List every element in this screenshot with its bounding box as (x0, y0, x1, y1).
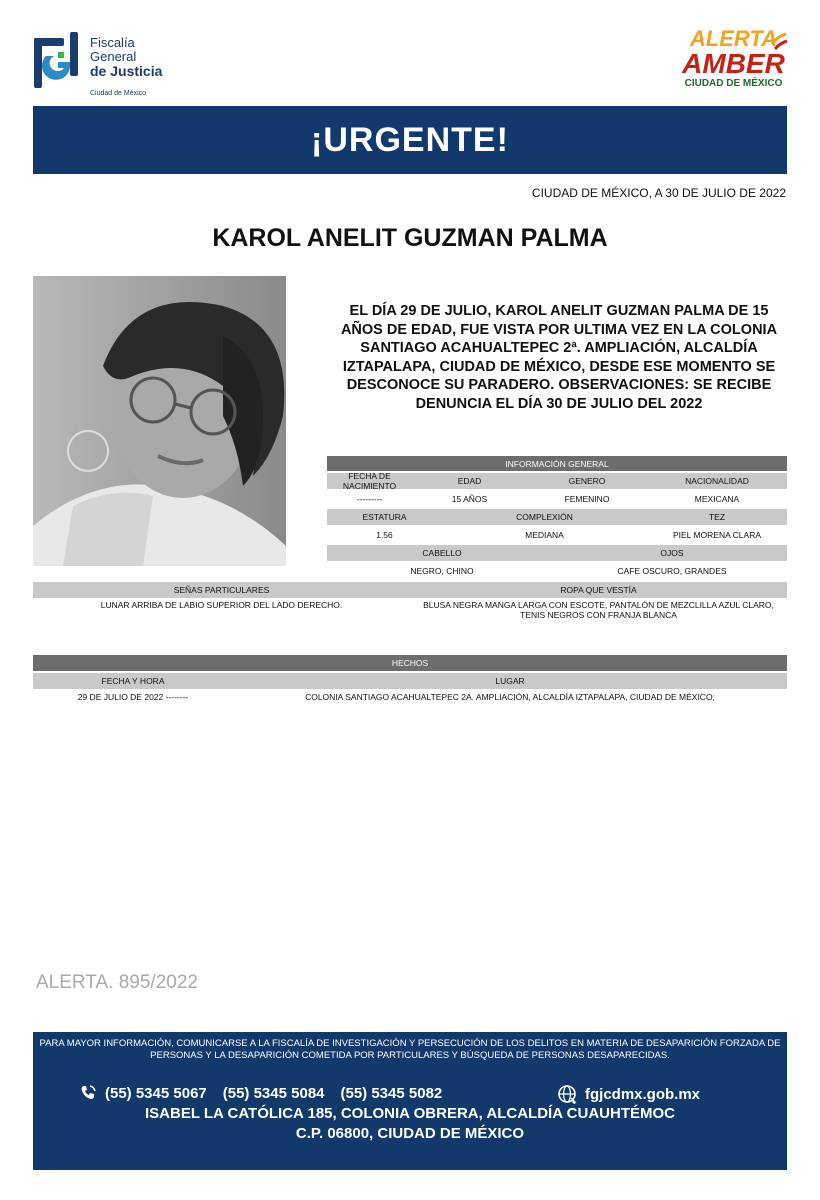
value-cabello: NEGRO, CHINO (410, 566, 474, 576)
phone-2[interactable]: (55) 5345 5084 (222, 1084, 325, 1102)
features-values-row (33, 600, 787, 622)
info-labels-row-2 (327, 509, 787, 525)
phone-3[interactable]: (55) 5345 5082 (340, 1084, 443, 1102)
label-tez: TEZ (708, 512, 726, 522)
fgj-logo (32, 30, 172, 100)
info-title: INFORMACIÓN GENERAL (505, 458, 609, 469)
value-lugar: COLONIA SANTIAGO ACAHUALTEPEC 2A. AMPLIACIÓN, ALCALDÍA IZTAPALAPA, CIUDAD DE MÉXICO; (305, 692, 715, 702)
value-tez: PIEL MORENA CLARA (672, 530, 762, 540)
signal-waves-icon (769, 30, 791, 54)
value-genero: FEMENINO (564, 494, 610, 504)
phone-1[interactable]: (55) 5345 5067 (105, 1084, 207, 1102)
phone-icon (79, 1084, 97, 1102)
amber-alerta-text: ALERTA (689, 26, 778, 51)
urgent-title: ¡URGENTE! (311, 120, 509, 159)
amber-amber-text: AMBER (682, 48, 785, 79)
info-values-row-2 (327, 527, 787, 543)
value-edad: 15 AÑOS (451, 494, 488, 504)
features-labels-row (33, 582, 787, 598)
footer (33, 1032, 787, 1170)
alerta-amber-logo (676, 28, 791, 102)
case-description: EL DÍA 29 DE JULIO, KAROL ANELIT GUZMAN PALMA DE 15 AÑOS DE EDAD, FUE VISTA POR ULTIMA VEZ EN LA COLONIA SANTIAGO ACAHUALTEPEC 2ª. AMPLIACIÓN, ALCALDÍA IZTAPALAPA, CIUDAD DE MÉXICO, DESDE ESE MOMENTO SE DESCONOCE SU PARADERO. OBSERVACIONES: SE RECIBE DENUNCIA EL DÍA 30 DE JULIO DEL 2022 (340, 303, 778, 412)
website (557, 1084, 700, 1104)
person-name: KAROL ANELIT GUZMAN PALMA (212, 224, 608, 252)
label-ropa: ROPA QUE VESTÍA (560, 585, 637, 595)
label-nacionalidad: NACIONALIDAD (685, 476, 749, 486)
website-link[interactable]: fgjcdmx.gob.mx (585, 1085, 701, 1103)
footer-note: PARA MAYOR INFORMACIÓN, COMUNICARSE A LA FISCALÍA DE INVESTIGACIÓN Y PERSECUCIÓN DE LOS DELITOS EN MATERIA DE DESAPARICIÓN FORZADA DE PERSONAS Y LA DESAPARICIÓN COMETIDA POR PARTICULARES Y BÚSQUEDA DE PERSONAS DESAPARECIDAS. (39, 1038, 781, 1061)
value-senas: LUNAR ARRIBA DE LABIO SUPERIOR DEL LADO DERECHO. (100, 600, 343, 610)
fgj-line-3: de Justicia (90, 63, 163, 79)
alert-number: ALERTA. 895/2022 (36, 972, 198, 993)
hechos-title-row (33, 655, 787, 671)
label-ojos: OJOS (660, 548, 684, 558)
person-photo (33, 276, 286, 566)
hechos-title: HECHOS (391, 658, 429, 668)
label-lugar: LUGAR (495, 676, 525, 686)
info-values-row-3 (327, 563, 787, 579)
info-title-row (327, 456, 787, 471)
label-cabello: CABELLO (422, 548, 462, 558)
value-complexion: MEDIANA (525, 530, 564, 540)
fgj-subtitle: Ciudad de México (90, 90, 147, 97)
label-senas: SEÑAS PARTICULARES (173, 585, 270, 595)
address-line-2: C.P. 06800, CIUDAD DE MÉXICO (295, 1125, 525, 1142)
hechos-values-row (33, 690, 787, 704)
dateline: CIUDAD DE MÉXICO, A 30 DE JULIO DE 2022 (531, 186, 786, 200)
value-fecha-nacimiento: --------- (356, 494, 383, 504)
value-estatura: 1.56 (376, 530, 393, 540)
value-ropa: BLUSA NEGRA MANGA LARGA CON ESCOTE, PANTALÓN DE MEZCLILLA AZUL CLARO, TENIS NEGROS CON FRANJA BLANCA (423, 600, 774, 620)
fgj-line-1: Fiscalía (90, 35, 135, 50)
fgj-line-2: General (90, 49, 137, 64)
portrait-image (33, 276, 286, 566)
label-complexion: COMPLEXIÓN (516, 512, 573, 522)
info-labels-row-1 (327, 473, 787, 489)
info-labels-row-3 (327, 545, 787, 561)
fgj-name (90, 36, 162, 78)
label-fecha-hora: FECHA Y HORA (101, 676, 165, 686)
label-genero: GENERO (568, 476, 606, 486)
urgent-banner (33, 106, 787, 174)
address-line-1: ISABEL LA CATÓLICA 185, COLONIA OBRERA, ALCALDÍA CUAUHTÉMOC (144, 1105, 675, 1122)
amber-city-text: CIUDAD DE MÉXICO (684, 78, 783, 89)
hechos-labels-row (33, 673, 787, 689)
value-ojos: CAFE OSCURO, GRANDES (617, 566, 727, 576)
phone-list (79, 1084, 458, 1102)
value-nacionalidad: MEXICANA (694, 494, 740, 504)
value-fecha-hora: 29 DE JULIO DE 2022 -------- (77, 692, 189, 702)
globe-icon (557, 1084, 577, 1104)
info-values-row-1 (327, 491, 787, 507)
label-fecha-nacimiento: FECHA DE NACIMIENTO (342, 471, 397, 491)
fgj-emblem-icon (32, 30, 84, 96)
label-estatura: ESTATURA (362, 512, 407, 522)
label-edad: EDAD (457, 476, 482, 486)
